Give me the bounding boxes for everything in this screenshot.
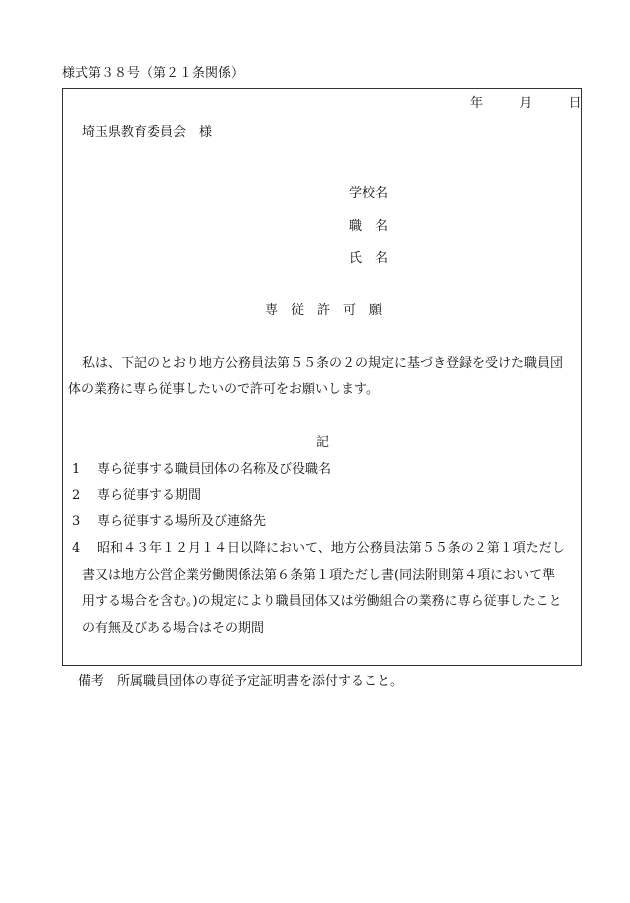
date-day: 日	[568, 96, 582, 111]
item-number: 2	[72, 488, 81, 503]
item-text: 用する場合を含む。)の規定により職員団体又は労働組合の業務に専ら従事したこと	[82, 594, 562, 609]
item-number: 3	[72, 514, 81, 529]
date-year: 年	[470, 96, 484, 111]
item-number: 1	[72, 462, 81, 477]
addressee: 埼玉県教育委員会 様	[82, 125, 213, 140]
remarks-note: 備考 所属職員団体の専従予定証明書を添付すること。	[78, 674, 404, 689]
body-line-1: 私は、下記のとおり地方公務員法第５５条の２の規定に基づき登録を受けた職員団	[82, 356, 564, 371]
position-label: 職 名	[349, 219, 389, 234]
item-number: 4	[72, 541, 81, 556]
school-label: 学校名	[349, 186, 389, 201]
ki-heading: 記	[316, 435, 330, 450]
date-line	[470, 96, 582, 112]
item-text: 専ら従事する職員団体の名称及び役職名	[97, 462, 332, 477]
body-line-2: 体の業務に専ら従事したいので許可をお願いします。	[68, 382, 379, 397]
item-text: 書又は地方公営企業労働関係法第６条第１項ただし書(同法附則第４項において準	[82, 568, 556, 583]
document-title: 専 従 許 可 願	[265, 303, 383, 318]
item-text: の有無及びある場合はその期間	[82, 621, 265, 636]
form-number: 様式第３８号（第２１条関係）	[62, 66, 245, 81]
date-month: 月	[519, 96, 533, 111]
item-text: 専ら従事する期間	[97, 488, 202, 503]
item-text: 専ら従事する場所及び連絡先	[97, 514, 267, 529]
item-text: 昭和４３年１２月１４日以降において、地方公務員法第５５条の２第１項ただし	[97, 541, 565, 556]
name-label: 氏 名	[349, 251, 389, 266]
